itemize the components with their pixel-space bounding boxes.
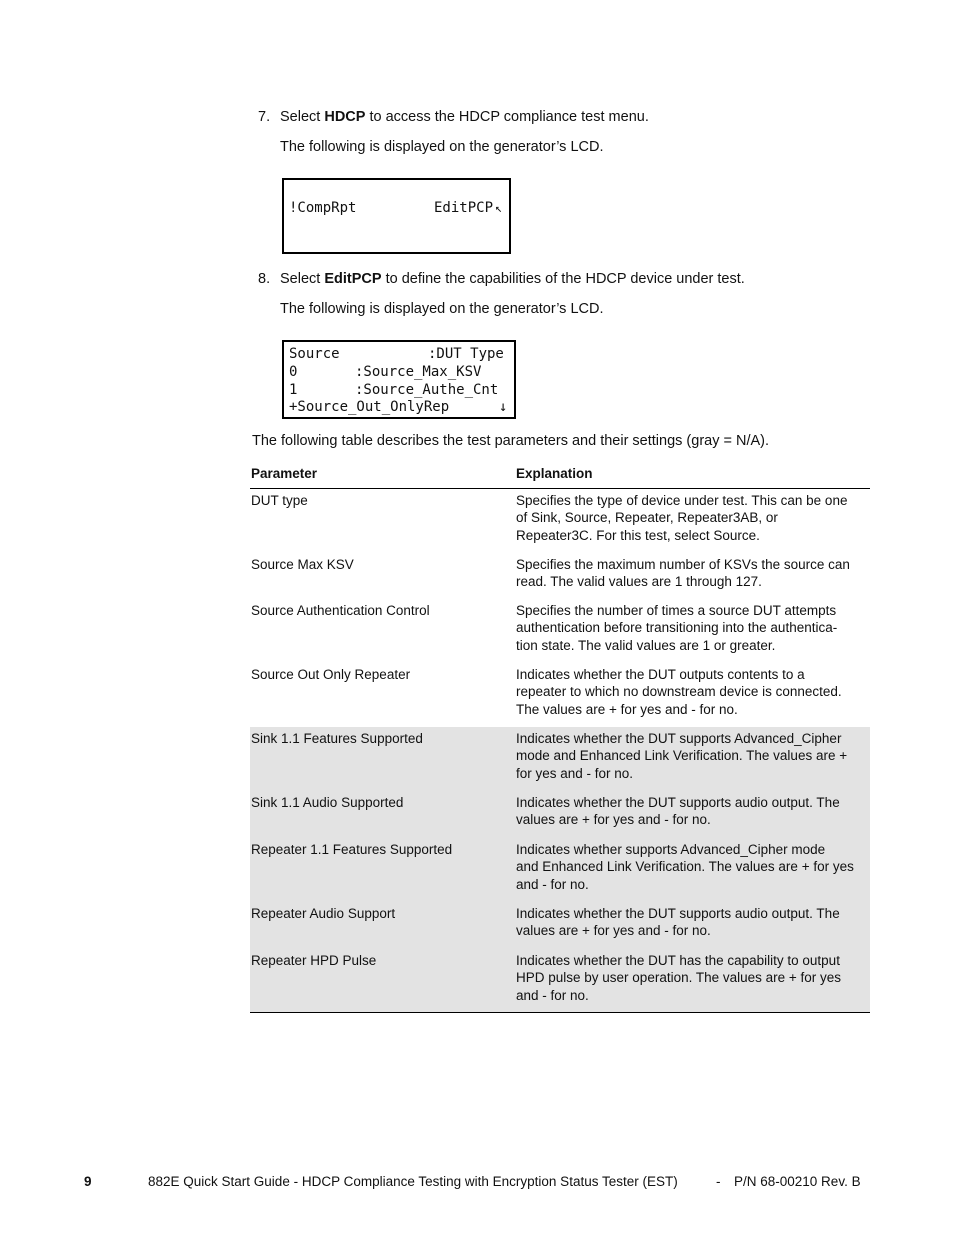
lcd-display-2 <box>282 340 516 419</box>
table-intro: The following table describes the test parameters and their settings (gray = N/A). <box>252 433 770 449</box>
menu-item-editpcp: EditPCP <box>324 271 382 287</box>
param-source-auth-control: Source Authentication Control <box>251 603 430 618</box>
explanation-repeater-hpd-pulse: Indicates whether the DUT has the capability to output HPD pulse by user operation. The values are + for yes and - for no. <box>516 953 842 1003</box>
parameter-table <box>250 462 870 1014</box>
param-dut-type: DUT type <box>251 493 308 508</box>
column-header-explanation: Explanation <box>516 466 593 481</box>
explanation-sink-audio: Indicates whether the DUT supports audio output. The values are + for yes and - for no. <box>516 795 840 828</box>
step-number: 7. <box>258 109 271 125</box>
step-7 <box>258 108 858 126</box>
lcd-line-1-label: :DUT Type <box>428 346 504 362</box>
step-text: Select HDCP to access the HDCP compliance test menu. <box>280 109 649 125</box>
param-source-out-only-repeater: Source Out Only Repeater <box>251 667 411 682</box>
explanation-sink-features: Indicates whether the DUT supports Advanced_Cipher mode and Enhanced Link Verification. The values are + for yes and - for no. <box>516 731 848 781</box>
scroll-down-arrow-icon: ↓ <box>499 399 508 415</box>
step-7-subtext: The following is displayed on the generator’s LCD. <box>280 139 604 155</box>
explanation-source-auth-control: Specifies the number of times a source DUT attempts authentication before transitioning into the authentica- tion state. The valid values are 1 or greater. <box>516 603 838 653</box>
cursor-arrow-icon: ↖ <box>495 201 503 215</box>
param-sink-audio: Sink 1.1 Audio Supported <box>251 795 404 810</box>
explanation-repeater-audio: Indicates whether the DUT supports audio output. The values are + for yes and - for no. <box>516 906 840 939</box>
step-8-subtext: The following is displayed on the generator’s LCD. <box>280 301 604 317</box>
footer-separator: - <box>716 1174 721 1189</box>
lcd-line-2-label: :Source_Max_KSV <box>355 364 482 380</box>
param-source-max-ksv: Source Max KSV <box>251 557 354 572</box>
step-8 <box>258 270 898 288</box>
step-text: Select EditPCP to define the capabilities of the HDCP device under test. <box>280 271 745 287</box>
step-number: 8. <box>258 271 271 287</box>
lcd-line-3-label: :Source_Authe_Cnt <box>355 382 499 398</box>
menu-item-hdcp: HDCP <box>324 109 366 125</box>
lcd-line-2-value: 0 <box>289 364 298 380</box>
param-sink-features: Sink 1.1 Features Supported <box>251 731 423 746</box>
lcd-line-3-value: 1 <box>289 382 298 398</box>
header-rule <box>250 488 870 489</box>
param-repeater-hpd-pulse: Repeater HPD Pulse <box>251 953 377 968</box>
explanation-dut-type: Specifies the type of device under test. This can be one of Sink, Source, Repeater, Repeater3AB, or Repeater3C. For this test, select Source. <box>516 493 848 543</box>
lcd-line-1-value: Source <box>289 346 340 362</box>
param-repeater-features: Repeater 1.1 Features Supported <box>251 842 453 857</box>
lcd-line-4-value: +Source_Out_OnlyRep <box>289 399 450 415</box>
explanation-repeater-features: Indicates whether supports Advanced_Cipher mode and Enhanced Link Verification. The values are + for yes and - for no. <box>516 842 854 892</box>
explanation-source-max-ksv: Specifies the maximum number of KSVs the source can read. The valid values are 1 through 127. <box>516 557 850 590</box>
footer-part-number: P/N 68-00210 Rev. B <box>734 1174 861 1189</box>
footer-title: 882E Quick Start Guide - HDCP Compliance Testing with Encryption Status Tester (EST) <box>148 1174 678 1189</box>
explanation-source-out-only-repeater: Indicates whether the DUT outputs contents to a repeater to which no downstream device is connected. The values are + for yes and - for no. <box>516 667 842 717</box>
param-repeater-audio: Repeater Audio Support <box>251 906 396 921</box>
table-bottom-rule <box>250 1012 870 1013</box>
page-number: 9 <box>84 1174 92 1189</box>
lcd-left-text: !CompRpt <box>289 200 357 216</box>
lcd-display-1 <box>282 178 511 254</box>
lcd-right-text: EditPCP <box>434 200 494 216</box>
column-header-parameter: Parameter <box>251 466 318 481</box>
